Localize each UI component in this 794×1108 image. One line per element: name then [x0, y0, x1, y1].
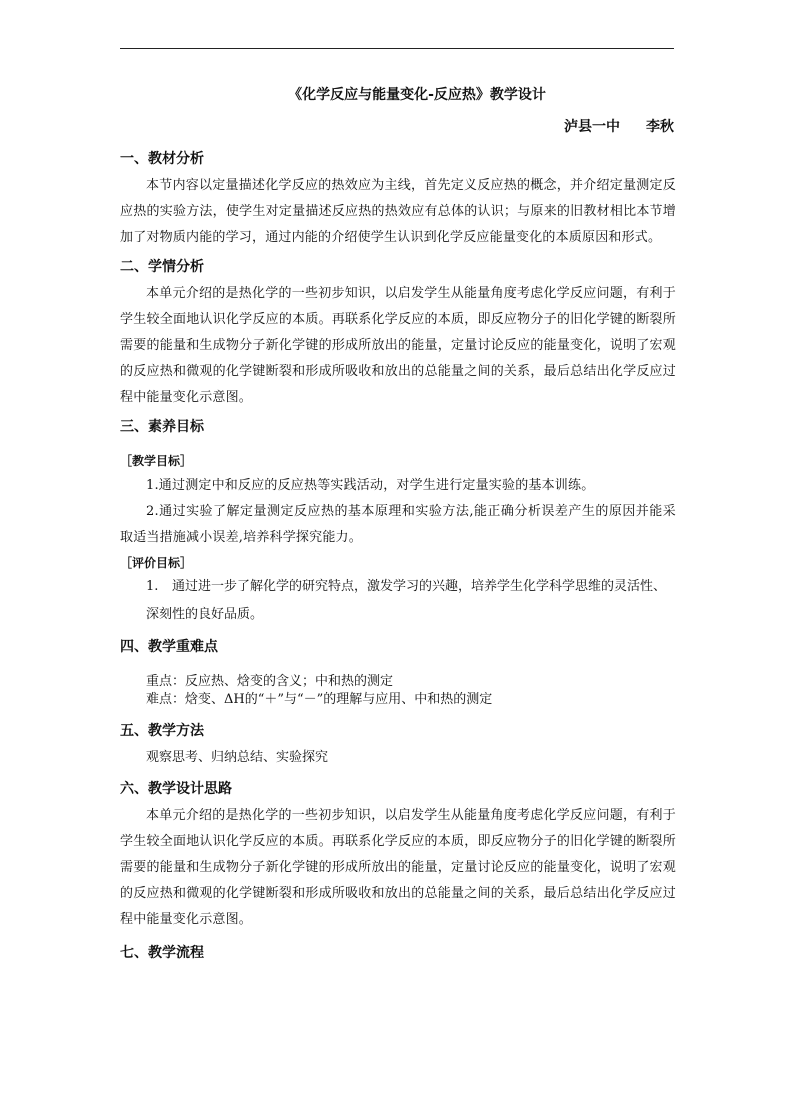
document-body — [120, 145, 676, 965]
teaching-goal-item-2: 2.通过实验了解定量测定反应热的基本原理和实验方法,能正确分析误差产生的原因并能采取适当措施减小误差,培养科学探究能力。 — [120, 504, 676, 545]
teaching-goal-item-1: 1.通过测定中和反应的反应热等实践活动，对学生进行定量实验的基本训练。 — [146, 478, 595, 493]
section-heading-5: 五、教学方法 — [120, 723, 204, 739]
section-heading-2: 二、学情分析 — [120, 259, 204, 275]
section-heading-1: 一、教材分析 — [120, 151, 204, 167]
section-2-paragraph: 本单元介绍的是热化学的一些初步知识，以启发学生从能量角度考虑化学反应问题，有利于学生较全面地认识化学反应的本质。再联系化学反应的本质，即反应物分子的旧化学键的断裂所需要的能量和生成物分子新化学键的形成所放出的能量，定量讨论反应的能量变化，说明了宏观的反应热和微观的化学键断裂和形成所吸收和放出的总能量之间的关系，最后总结出化学反应过程中能量变化示意图。 — [120, 286, 676, 405]
document-title: 《化学反应与能量变化-反应热》教学设计 — [288, 87, 546, 103]
evaluation-goal-item-1 — [120, 573, 676, 629]
section-heading-4: 四、教学重难点 — [120, 639, 218, 655]
section-heading-3: 三、素养目标 — [120, 419, 204, 435]
author-school: 泸县一中 — [564, 119, 620, 135]
section-heading-6: 六、教学设计思路 — [120, 781, 232, 797]
teaching-goals-label: ［教学目标］ — [120, 454, 193, 468]
difficult-point: 难点：焓变、ΔH的“＋”与“－”的理解与应用、中和热的测定 — [146, 692, 493, 707]
header-rule — [120, 48, 674, 49]
section-heading-7: 七、教学流程 — [120, 945, 204, 961]
key-point: 重点：反应热、焓变的含义；中和热的测定 — [146, 674, 394, 689]
evaluation-goals-label: ［评价目标］ — [120, 556, 193, 570]
section-1-paragraph: 本节内容以定量描述化学反应的热效应为主线，首先定义反应热的概念，并介绍定量测定反应热的实验方法，使学生对定量描述反应热的热效应有总体的认识；与原来的旧教材相比本节增加了对物质内能的学习，通过内能的介绍使学生认识到化学反应能量变化的本质原因和形式。 — [120, 178, 676, 245]
teaching-methods: 观察思考、归纳总结、实验探究 — [146, 750, 329, 765]
section-6-paragraph: 本单元介绍的是热化学的一些初步知识，以启发学生从能量角度考虑化学反应问题，有利于学生较全面地认识化学反应的本质。再联系化学反应的本质，即反应物分子的旧化学键的断裂所需要的能量和生成物分子新化学键的形成所放出的能量，定量讨论反应的能量变化，说明了宏观的反应热和微观的化学键断裂和形成所吸收和放出的总能量之间的关系，最后总结出化学反应过程中能量变化示意图。 — [120, 808, 676, 927]
author-line — [564, 116, 674, 136]
author-name: 李秋 — [646, 119, 674, 135]
evaluation-goal-number: 1. — [146, 579, 159, 594]
evaluation-goal-text: 通过进一步了解化学的研究特点，激发学习的兴趣，培养学生化学科学思维的灵活性、深刻性的良好品质。 — [146, 579, 667, 622]
